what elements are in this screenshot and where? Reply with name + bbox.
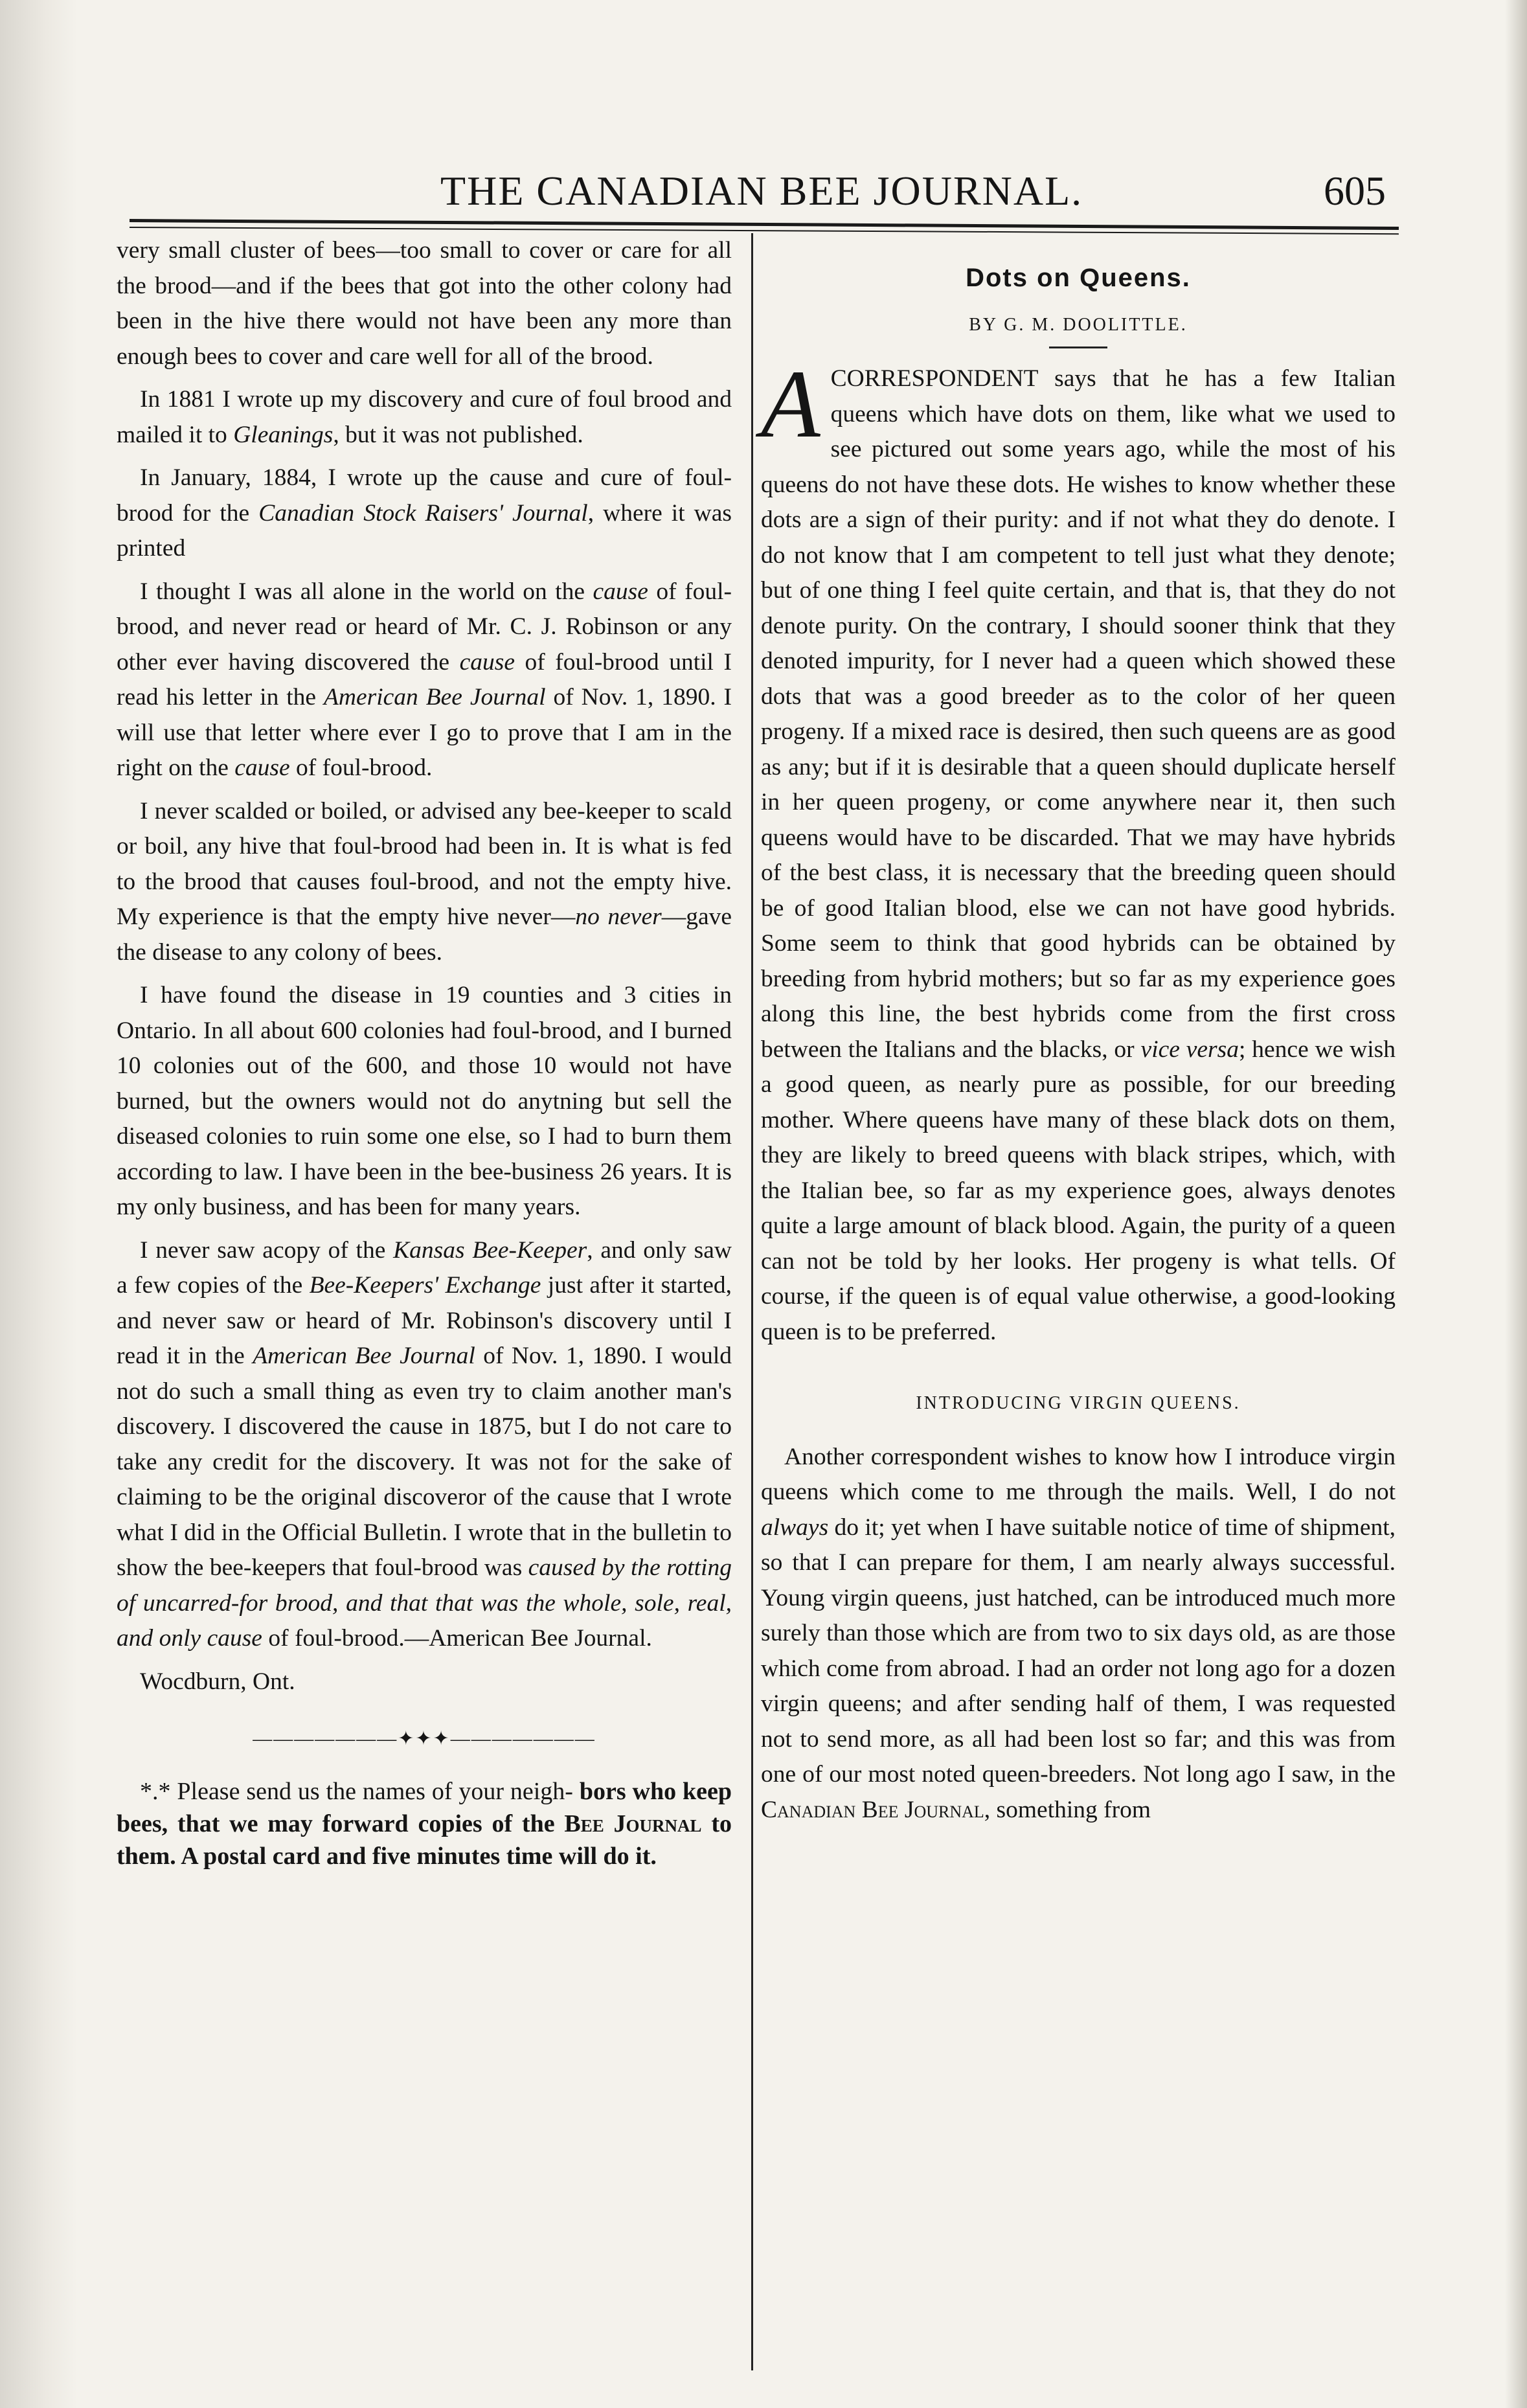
left-column xyxy=(117,233,732,1880)
ornament-divider: ―――――――✦✦✦――――――― xyxy=(253,1728,596,1749)
paragraph: very small cluster of bees—too small to cover or care for all the brood—and if the bees that got into the other colony had been in the hive there would not have been any more than enough bees to cover and care well for all of the brood. xyxy=(117,237,732,370)
signature-place: Wocdburn, Ont. xyxy=(140,1668,295,1695)
paragraph: In 1881 I wrote up my discovery and cure of foul brood and mailed it to Gleanings, but it was not published. xyxy=(117,386,732,448)
paragraph: In January, 1884, I wrote up the cause and cure of foul-brood for the Canadian Stock Raisers' Journal, where it was printed xyxy=(117,464,732,562)
page-number: 605 xyxy=(1324,168,1386,214)
paragraph: Another correspondent wishes to know how I introduce virgin queens which come to me through the mails. Well, I do not always do it; yet when I have suitable notice of time of shipment, so that I can prepare for them, I am nearly always successful. Young virgin queens, just hatched, can be introduced much more surely than those which are from two to six days old, as are those which come from abroad. I had an order not long ago for a dozen virgin queens; and after sending half of them, I was requested not to send more, as all had been lost so far; and this was from one of our most noted queen-breeders. Not long ago I saw, in the Canadian Bee Journal, something from xyxy=(761,1443,1396,1823)
byline: BY G. M. DOOLITTLE. xyxy=(969,314,1188,335)
section-heading: INTRODUCING VIRGIN QUEENS. xyxy=(916,1393,1241,1413)
paragraph: I thought I was all alone in the world on the cause of foul-brood, and never read or heard of Mr. C. J. Robinson or any other ever having discovered the cause of foul-brood until I read his letter in the American Bee Journal of Nov. 1, 1890. I will use that letter where ever I go to prove that I am in the right on the cause of foul-brood. xyxy=(117,578,732,781)
right-column xyxy=(761,233,1396,1835)
page-header xyxy=(130,167,1405,225)
short-rule xyxy=(1049,346,1107,348)
article-title: Dots on Queens. xyxy=(966,264,1191,292)
binding-shadow xyxy=(0,0,78,2408)
notice: *.* Please send us the names of your neigh- bors who keep bees, that we may forward copies of the Bee Journal to them. A postal card and five minutes time will do it. xyxy=(117,1777,732,1870)
journal-title: THE CANADIAN BEE JOURNAL. xyxy=(440,168,1083,214)
paragraph: I have found the disease in 19 counties and 3 cities in Ontario. In all about 600 colonies had foul-brood, and I burned 10 colonies out of the 600, and those 10 would not have burned, but the owners would not do anytning but sell the diseased colonies to ruin some one else, so I had to burn them according to law. I have been in the bee-business 26 years. It is my only business, and has been for many years. xyxy=(117,982,732,1220)
paragraph: I never scalded or boiled, or advised any bee-keeper to scald or boil, any hive that foul-brood had been in. It is what is fed to the brood that causes foul-brood, and not the empty hive. My experience is that the empty hive never—no never—gave the disease to any colony of bees. xyxy=(117,797,732,966)
paragraph: I never saw acopy of the Kansas Bee-Keeper, and only saw a few copies of the Bee-Keepers' Exchange just after it started, and never saw or heard of Mr. Robinson's discovery until I read it in the American Bee Journal of Nov. 1, 1890. I would not do such a small thing as even try to claim another man's discovery. I discovered the cause in 1875, but I do not care to take any credit for the discovery. It was not for the sake of claiming to be the original discoveror of the cause that I wrote what I did in the Official Bulletin. I wrote that in the bulletin to show the bee-keepers that foul-brood was caused by the rotting of uncarred-for brood, and that that was the whole, sole, real, and only cause of foul-brood.—American Bee Journal. xyxy=(117,1236,732,1652)
page-edge xyxy=(1505,0,1527,2408)
paragraph: A CORRESPONDENT says that he has a few Italian queens which have dots on them, like what we used to see pictured out some years ago, while the most of his queens do not have these dots. He wishes to know whether these dots are a sign of their purity: and if not what they do denote. I do not know that I am competent to tell just what they denote; but of one thing I feel quite certain, and that is, that they do not denote purity. On the contrary, I should sooner think that they denoted impurity, for I never had a queen which showed these dots that was a good breeder as to the color of her queen progeny. If a mixed race is desired, then such queens are as good as any; but if it is desirable that a queen should duplicate herself in her queen progeny, or come anywhere near it, then such queens would have to be discarded. That we may have hybrids of the best class, it is necessary that the breeding queen should be of good Italian blood, else we can not have good hybrids. Some seem to think that good hybrids can be obtained by breeding from hybrid mothers; but so far as my experience goes along this line, the best hybrids come from the first cross between the Italians and the blacks, or vice versa; hence we wish a good queen, as nearly pure as possible, for our breeding mother. Where queens have many of these black dots on them, they are likely to breed queens with black stripes, which, with the Italian bee, so far as my experience goes, always denotes quite a large amount of black blood. Again, the purity of a queen can not be told by her looks. Her progeny is what tells. Of course, if the queen is of equal value otherwise, a good-looking queen is to be preferred. xyxy=(761,350,1396,1345)
drop-cap: A xyxy=(761,350,820,458)
column-divider xyxy=(751,233,753,2370)
